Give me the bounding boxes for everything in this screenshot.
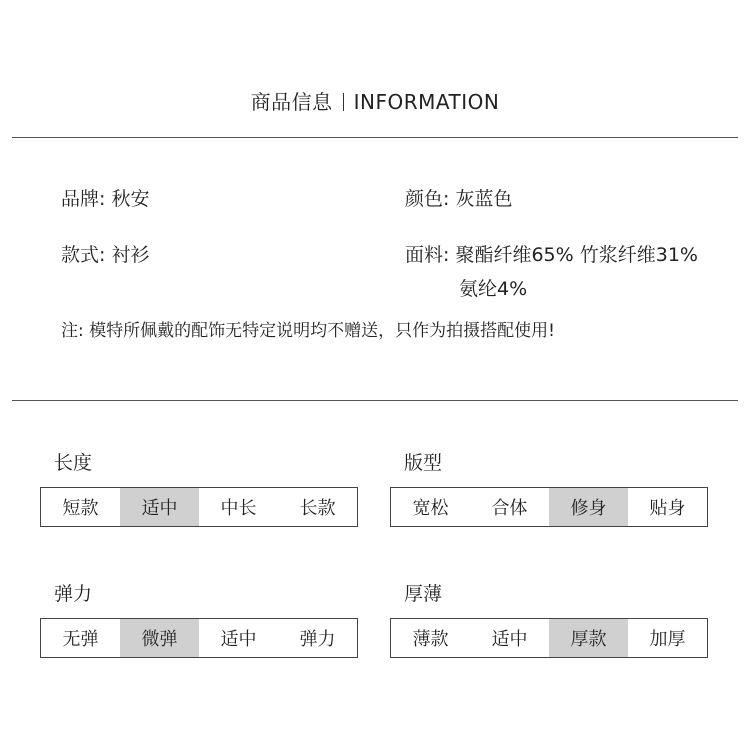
fit-option: 宽松 (412, 498, 449, 519)
style-value: 衬衫 (111, 244, 150, 266)
fabric-value-line2: 氨纶4% (459, 278, 528, 300)
thickness-option: 加厚 (649, 629, 686, 650)
elasticity-scale (40, 618, 358, 658)
brand-key: 品牌 : (61, 188, 111, 210)
length-label: 长度 (54, 452, 93, 474)
fit-scale (390, 487, 708, 527)
elasticity-option: 弹力 (299, 629, 336, 650)
length-option: 长款 (299, 498, 336, 519)
thickness-scale (390, 618, 708, 658)
brand-field (61, 184, 149, 211)
top-divider (12, 137, 738, 138)
title-chinese: 商品信息 (250, 90, 333, 114)
elasticity-option: 无弹 (62, 629, 99, 650)
color-field (405, 184, 512, 211)
elasticity-label: 弹力 (54, 583, 93, 605)
style-field (61, 240, 149, 267)
title-english: INFORMATION (353, 90, 500, 114)
brand-value: 秋安 (111, 188, 150, 210)
accessory-note: 注: 模特所佩戴的配饰无特定说明均不赠送，只作为拍摄搭配使用! (61, 321, 555, 341)
thickness-label: 厚薄 (404, 583, 443, 605)
elasticity-option: 适中 (220, 629, 257, 650)
length-option: 适中 (120, 488, 199, 526)
fabric-key: 面料 : (405, 244, 455, 266)
color-value: 灰蓝色 (455, 188, 513, 210)
fabric-value-line1: 聚酯纤维65% 竹浆纤维31% (455, 244, 698, 266)
fit-label: 版型 (404, 452, 443, 474)
thickness-option: 薄款 (412, 629, 449, 650)
length-scale (40, 487, 358, 527)
length-option: 短款 (62, 498, 99, 519)
bottom-divider (12, 400, 738, 401)
color-key: 颜色 : (405, 188, 455, 210)
thickness-option: 适中 (491, 629, 528, 650)
style-key: 款式 : (61, 244, 111, 266)
fabric-field (405, 240, 698, 267)
length-option: 中长 (220, 498, 257, 519)
fit-option: 修身 (549, 488, 628, 526)
page-title (0, 86, 750, 115)
thickness-option: 厚款 (549, 619, 628, 657)
fit-option: 贴身 (649, 498, 686, 519)
title-divider (343, 93, 344, 111)
elasticity-option: 微弹 (120, 619, 199, 657)
fit-option: 合体 (491, 498, 528, 519)
